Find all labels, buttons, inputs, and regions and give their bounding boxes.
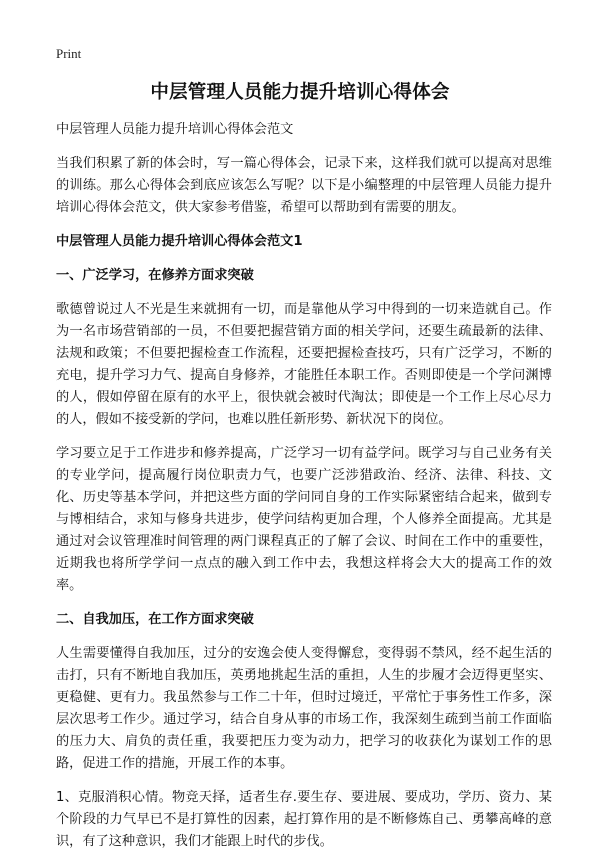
section2-heading: 二、自我加压，在工作方面求突破 — [56, 612, 254, 627]
intro-paragraph: 当我们积累了新的体会时，写一篇心得体会，记录下来，这样我们就可以提高对思维的训练。那么心得体会到底应该怎么写呢？以下是小编整理的中层管理人员能力提升培训心得体会范文，供大家参考借鉴，希望可以帮助到有需要的朋友。 — [56, 156, 552, 215]
document-subtitle: 中层管理人员能力提升培训心得体会范文 — [56, 122, 294, 137]
section1-heading: 一、广泛学习，在修养方面求突破 — [56, 268, 254, 283]
section2-paragraph-2: 1、克服消积心情。物竞天择，适者生存.要生存、要进展、要成功，学历、资力、某个阶段的力气早已不是打算性的因素，起打算作用的是不断修炼自己、勇攀高峰的意识，有了这种意识，我们才能跟上时代的步伐。 — [56, 790, 552, 849]
page-title: 中层管理人员能力提升培训心得体会 — [150, 82, 450, 103]
sample-heading: 中层管理人员能力提升培训心得体会范文1 — [56, 234, 303, 249]
document-body — [56, 119, 552, 865]
print-link[interactable]: Print — [56, 46, 82, 61]
section2-paragraph-1: 人生需要懂得自我加压，过分的安逸会使人变得懈怠，变得弱不禁风，经不起生活的击打，只有不断地自我加压，英勇地挑起生活的重担，人生的步履才会迈得更坚实、更稳健、更有力。我虽然参与工作二十年，但时过境迁，平常忙于事务性工作多，深层次思考工作少。通过学习，结合自身从事的市场工作，我深刻生疏到当前工作面临的压力大、肩负的责任重，我要把压力变为动力，把学习的收获化为谋划工作的思路，促进工作的措施，开展工作的本事。 — [56, 646, 552, 771]
section1-paragraph-2: 学习要立足于工作进步和修养提高，广泛学习一切有益学问。既学习与自己业务有关的专业学问，提高履行岗位职责力气，也要广泛涉猎政治、经济、法律、科技、文化、历史等基本学问，并把这些方面的学问同自身的工作实际紧密结合起来，做到专与博相结合，求知与修身共进步，使学问结构更加合理，个人修养全面提高。尤其是通过对会议管理准时间管理的两门课程真正的了解了会议、时间在工作中的重要性，近期我也将所学学问一点点的融入到工作中去，我想这样将会大大的提高工作的效率。 — [56, 446, 552, 593]
section1-paragraph-1: 歌德曾说过人不光是生来就拥有一切，而是靠他从学习中得到的一切来造就自己。作为一名市场营销部的一员，不但要把握营销方面的相关学问，还要生疏最新的法律、法规和政策；不但要把握检查工作流程，还要把握检查技巧，只有广泛学习，不断的充电，提升学习力气、提高自身修养，才能胜任本职工作。否则即使是一个学问渊博的人，假如停留在原有的水平上，很快就会被时代淘汰；即使是一个工作上尽心尽力的人，假如不接受新的学问，也难以胜任新形势、新状况下的岗位。 — [56, 302, 552, 427]
